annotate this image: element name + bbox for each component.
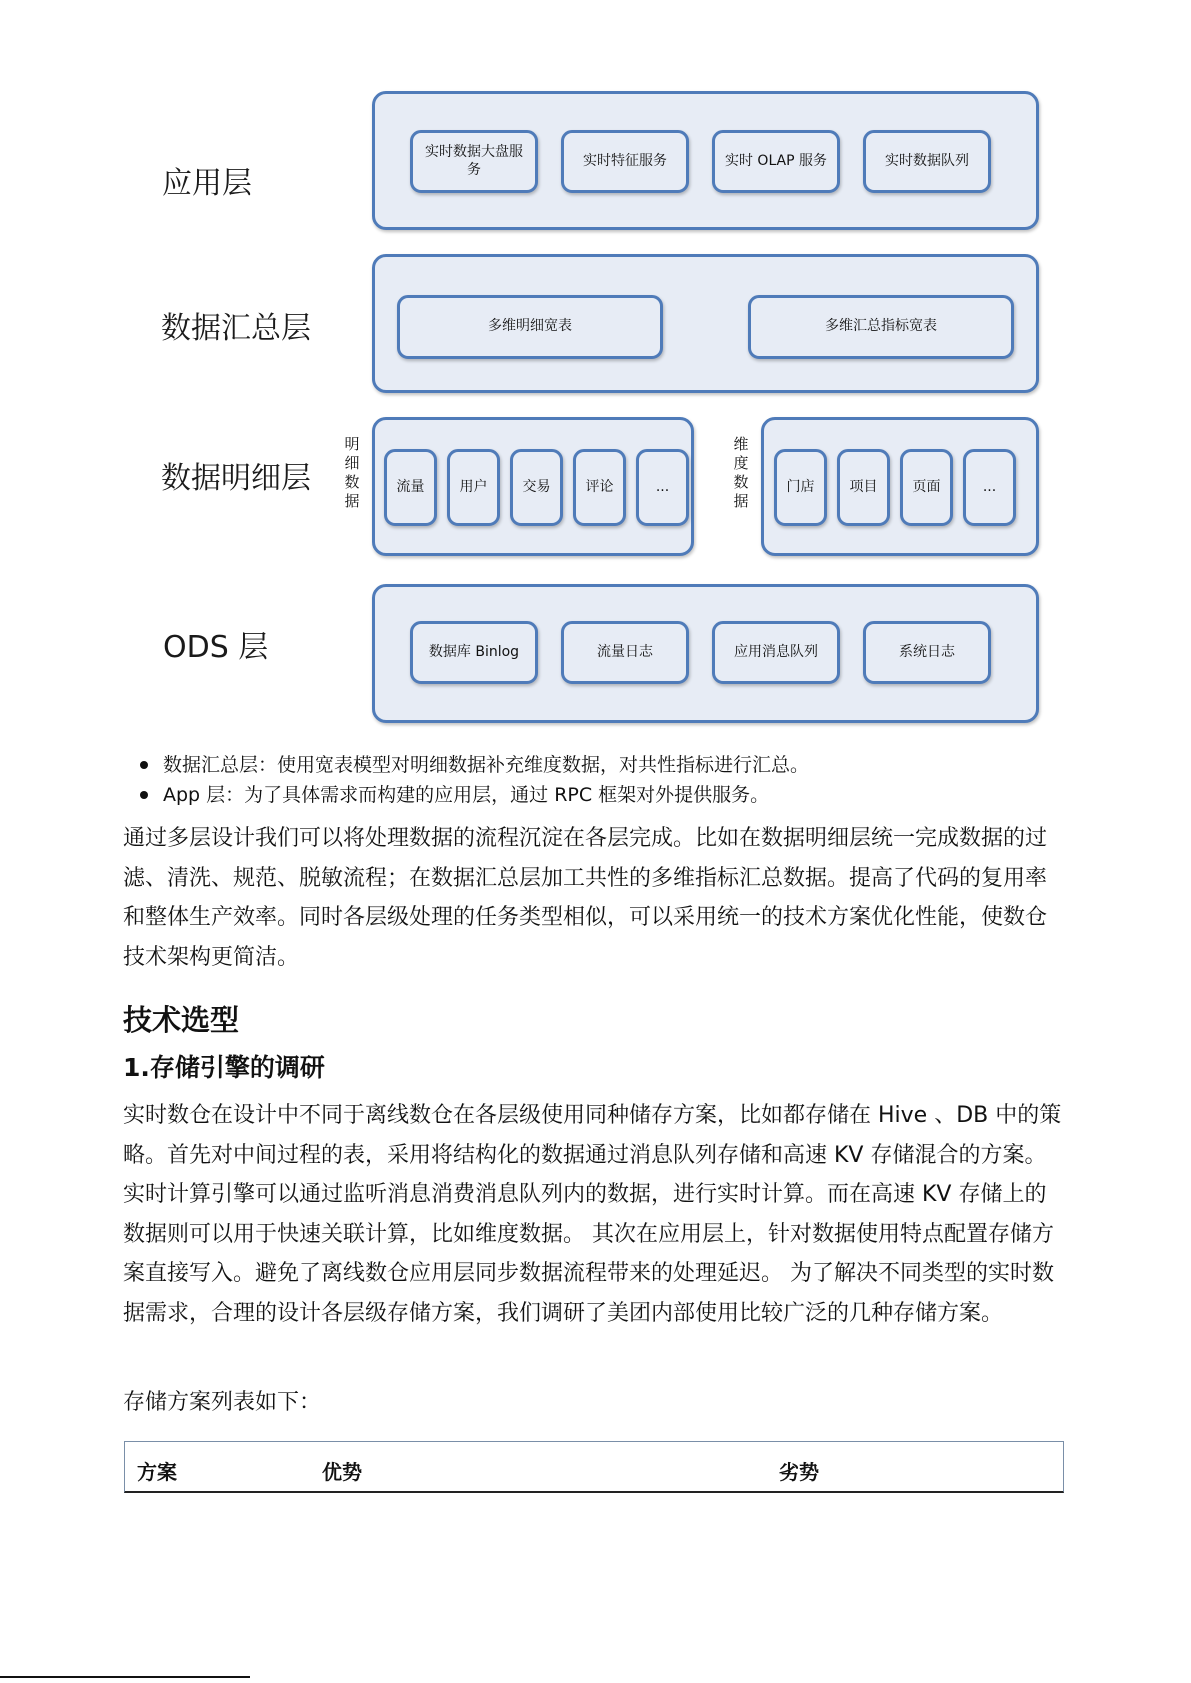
bullet-list (136, 750, 809, 810)
layer-label-ods: ODS 层 (163, 630, 269, 665)
bullet-summary-layer: 数据汇总层：使用宽表模型对明细数据补充维度数据，对共性指标进行汇总。 (136, 750, 809, 780)
ods-box-system-log: 系统日志 (863, 621, 991, 684)
layer-label-summary: 数据汇总层 (161, 311, 311, 346)
ods-box-app-message-queue: 应用消息队列 (712, 621, 840, 684)
detail-box-review: 评论 (573, 449, 626, 526)
paragraph-layered-design: 通过多层设计我们可以将处理数据的流程沉淀在各层完成。比如在数据明细层统一完成数据的过滤、清洗、规范、脱敏流程；在数据汇总层加工共性的多维指标汇总数据。提高了代码的复用率和整体生产效率。同时各层级处理的任务类型相似，可以采用统一的技术方案优化性能，使数仓技术架构更简洁。 (123, 826, 1048, 970)
detail-group-label: 明细数据 (344, 435, 360, 510)
layer-label-app: 应用层 (162, 166, 252, 201)
app-box-olap-service: 实时 OLAP 服务 (712, 130, 840, 193)
summary-box-metric-wide-table: 多维汇总指标宽表 (748, 295, 1014, 359)
app-box-data-queue: 实时数据队列 (863, 130, 991, 193)
detail-box-traffic: 流量 (384, 449, 437, 526)
bullet-app-layer: App 层：为了具体需求而构建的应用层，通过 RPC 框架对外提供服务。 (136, 780, 809, 810)
dimension-box-page: 页面 (900, 449, 953, 526)
heading-tech-selection: 技术选型 (123, 1003, 240, 1037)
dimension-box-project: 项目 (837, 449, 890, 526)
dimension-group-label: 维度数据 (733, 435, 749, 510)
heading-storage-research: 1.存储引擎的调研 (123, 1053, 325, 1082)
ods-box-traffic-log: 流量日志 (561, 621, 689, 684)
summary-box-detail-wide-table: 多维明细宽表 (397, 295, 663, 359)
footnote-divider (0, 1676, 250, 1678)
dimension-box-store: 门店 (774, 449, 827, 526)
dimension-box-more: ... (963, 449, 1016, 526)
app-box-feature-service: 实时特征服务 (561, 130, 689, 193)
table-header-disadvantages: 劣势 (779, 1460, 819, 1484)
detail-box-user: 用户 (447, 449, 500, 526)
app-box-dashboard-service: 实时数据大盘服务 (410, 130, 538, 193)
table-header-advantages: 优势 (322, 1460, 362, 1484)
detail-box-transaction: 交易 (510, 449, 563, 526)
ods-box-database-binlog: 数据库 Binlog (410, 621, 538, 684)
table-header-scheme: 方案 (137, 1460, 177, 1484)
detail-box-more: ... (636, 449, 689, 526)
paragraph-storage-strategy: 实时数仓在设计中不同于离线数仓在各层级使用同种储存方案，比如都存储在 Hive 、DB 中的策略。首先对中间过程的表，采用将结构化的数据通过消息队列存储和高速 KV 存储混合的方案。实时计算引擎可以通过监听消息消费消息队列内的数据，进行实时计算。而在高速 KV 存储上的数据则可以用于快速关联计算，比如维度数据。 其次在应用层上，针对数据使用特点配置存储方案直接写入。避免了离线数仓应用层同步数据流程带来的处理延迟。 为了解决不同类型的实时数据需求，合理的设计各层级存储方案，我们调研了美团内部使用比较广泛的几种存储方案。 (123, 1103, 1062, 1326)
storage-comparison-table (124, 1441, 1064, 1493)
storage-list-intro: 存储方案列表如下： (123, 1390, 322, 1415)
layer-label-detail: 数据明细层 (161, 461, 311, 496)
